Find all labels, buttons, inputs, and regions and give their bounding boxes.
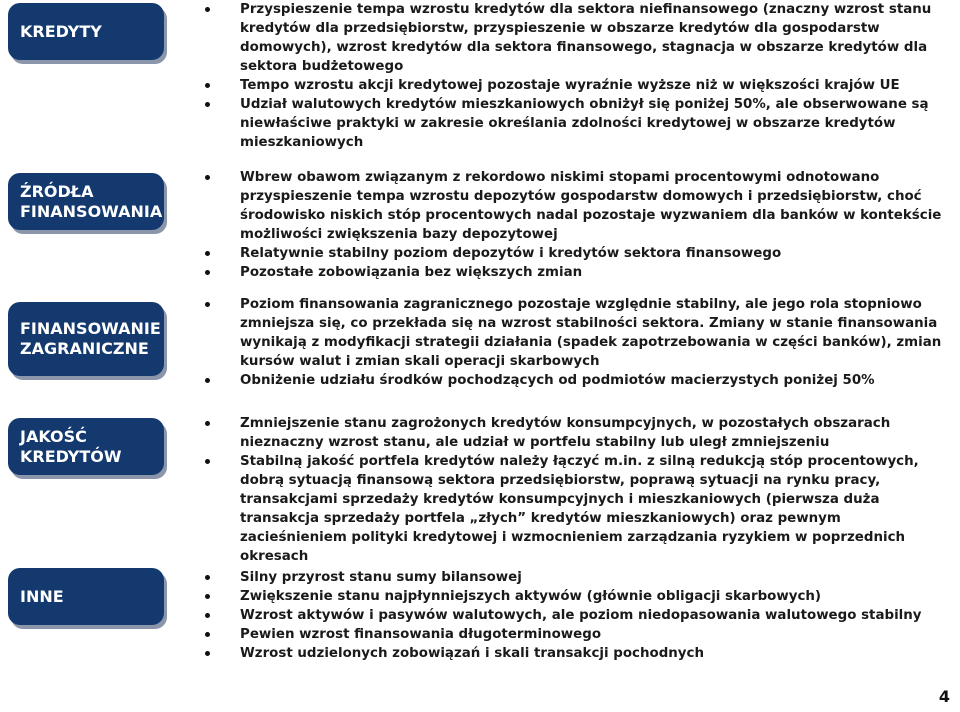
section-jakosc-kredytow [0, 414, 960, 566]
bullet-list [0, 0, 960, 152]
bullet-item: Zwiększenie stanu najpłynniejszych aktywów (głównie obligacji skarbowych) [0, 587, 960, 606]
bullet-item: Zmniejszenie stanu zagrożonych kredytów konsumpcyjnych, w pozostałych obszarach nieznaczny wzrost stanu, ale udział w portfelu stabilny lub uległ zmniejszeniu [0, 414, 960, 452]
section-label-line: INNE [20, 586, 64, 606]
section-label-line: ZAGRANICZNE [20, 339, 149, 358]
section-zrodla-finansowania [0, 168, 960, 282]
section-label-line: FINANSOWANIE [20, 319, 161, 338]
bullet-item: Wzrost udzielonych zobowiązań i skali transakcji pochodnych [0, 644, 960, 663]
bullet-item: Poziom finansowania zagranicznego pozostaje względnie stabilny, ale jego rola stopniowo zmniejsza się, co przekłada się na wzrost stabilności sektora. Zmiany w stanie finansowania wynikają z modyfikacji strategii działania (spadek zapotrzebowania w części banków), zmian kursów walut i zmian skali operacji skarbowych [0, 295, 960, 371]
section-label-line: KREDYTÓW [20, 446, 122, 466]
section-label-line: KREDYTY [20, 21, 102, 41]
bullet-item: Tempo wzrostu akcji kredytowej pozostaje wyraźnie wyższe niż w większości krajów UE [0, 76, 960, 95]
bullet-list [0, 568, 960, 663]
bullet-item: Pewien wzrost finansowania długoterminowego [0, 625, 960, 644]
bullet-list [0, 295, 960, 390]
bullet-item: Pozostałe zobowiązania bez większych zmian [0, 263, 960, 282]
section-label-line: JAKOŚĆ [20, 426, 87, 446]
bullet-item: Udział walutowych kredytów mieszkaniowych obniżył się poniżej 50%, ale obserwowane są niewłaściwe praktyki w zakresie określania zdolności kredytowej w obszarze kredytów mieszkaniowych [0, 95, 960, 152]
bullet-item: Wbrew obawom związanym z rekordowo niskimi stopami procentowymi odnotowano przyspieszenie tempa wzrostu depozytów gospodarstw domowych i przedsiębiorstw, choć środowisko niskich stóp procentowych nadal pozostaje wyzwaniem dla banków w kontekście możliwości zwiększenia bazy depozytowej [0, 168, 960, 244]
section-kredyty [0, 0, 960, 152]
bullet-item: Obniżenie udziału środków pochodzących od podmiotów macierzystych poniżej 50% [0, 371, 960, 390]
section-label-line: FINANSOWANIA [20, 201, 163, 221]
section-inne [0, 568, 960, 663]
bullet-item: Wzrost aktywów i pasywów walutowych, ale poziom niedopasowania walutowego stabilny [0, 606, 960, 625]
bullet-item: Przyspieszenie tempa wzrostu kredytów dla sektora niefinansowego (znaczny wzrost stanu kredytów dla przedsiębiorstw, przyspieszenie w obszarze kredytów dla gospodarstw domowych), wzrost kredytów dla sektora finansowego, stagnacja w obszarze kredytów dla sektora budżetowego [0, 0, 960, 76]
bullet-list [0, 168, 960, 282]
section-label-line: ŹRÓDŁA [20, 181, 94, 201]
section-finansowanie-zagraniczne [0, 295, 960, 390]
page-number: 4 [938, 687, 950, 706]
bullet-item: Relatywnie stabilny poziom depozytów i kredytów sektora finansowego [0, 244, 960, 263]
bullet-item: Stabilną jakość portfela kredytów należy łączyć m.in. z silną redukcją stóp procentowych, dobrą sytuacją finansową sektora przedsiębiorstw, poprawą sytuacji na rynku pracy, transakcjami sprzedaży kredytów konsumpcyjnych i mieszkaniowych (pierwsza duża transakcja sprzedaży portfela „złych” kredytów mieszkaniowych) oraz pewnym zacieśnieniem polityki kredytowej i wzmocnieniem zarządzania ryzykiem w poprzednich okresach [0, 452, 960, 566]
bullet-item: Silny przyrost stanu sumy bilansowej [0, 568, 960, 587]
bullet-list [0, 414, 960, 566]
